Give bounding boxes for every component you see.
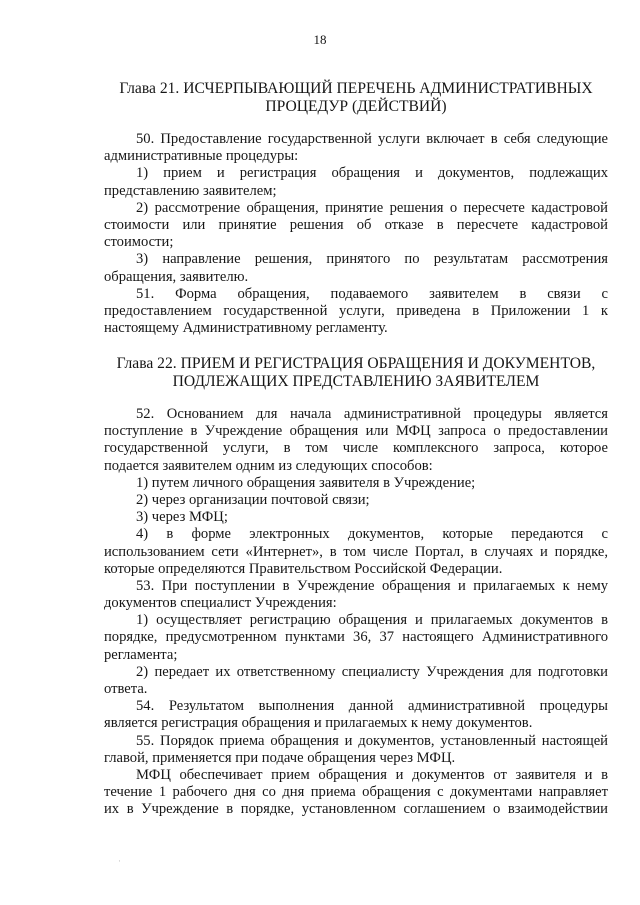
list-item: 2) передает их ответственному специалисту Учреждения для подготовки (136, 663, 608, 680)
chapter-21-heading-line-1: Глава 21. ИСЧЕРПЫВАЮЩИЙ ПЕРЕЧЕНЬ АДМИНИСТРАТИВНЫХ (119, 80, 593, 97)
paragraph-line: регламента; (104, 646, 178, 663)
chapter-22-heading-line-1: Глава 22. ПРИЕМ И РЕГИСТРАЦИЯ ОБРАЩЕНИЯ И ДОКУМЕНТОВ, (116, 355, 596, 372)
paragraph-line: ответа. (104, 681, 148, 697)
chapter-22-heading-line-2: ПОДЛЕЖАЩИХ ПРЕДСТАВЛЕНИЮ ЗАЯВИТЕЛЕМ (172, 373, 540, 390)
chapter-21-body (104, 131, 608, 337)
paragraph-line: документов специалист Учреждения: (104, 595, 337, 612)
list-item: 2) через организации почтовой связи; (136, 491, 370, 508)
paragraph-line: предоставлением государственной услуги, приведена в Приложении 1 к (104, 302, 608, 319)
paragraph-line: 1) прием и регистрация обращения и документов, подлежащих (136, 165, 608, 182)
scan-speck: · (118, 856, 121, 866)
paragraph-line: подается заявителем одним из следующих способов: (104, 457, 433, 474)
paragraph-line: 51. Форма обращения, подаваемого заявителем в связи с (136, 285, 608, 302)
paragraph-line: которые определяются Правительством Российской Федерации. (104, 560, 503, 577)
chapter-22-body (104, 406, 608, 819)
paragraph-line: стоимости; (104, 234, 174, 251)
paragraph-line: представлению заявителем; (104, 182, 277, 199)
chapter-22-heading (104, 355, 608, 391)
paragraph-line: МФЦ обеспечивает прием обращения и документов от заявителя и в (136, 766, 608, 783)
paragraph-line: 53. При поступлении в Учреждение обращения и прилагаемых к нему (136, 577, 608, 594)
paragraph-line: 55. Порядок приема обращения и документов, установленный настоящей (136, 732, 608, 749)
paragraph-line: 52. Основанием для начала административной процедуры является (136, 406, 608, 422)
list-item: 3) через МФЦ; (136, 509, 228, 526)
paragraph-line: государственной услуги, в том числе комплексного запроса, которое (104, 440, 608, 457)
list-item: 1) осуществляет регистрацию обращения и прилагаемых документов в (136, 612, 608, 629)
paragraph-line: обращения, заявителю. (104, 268, 249, 285)
paragraph-line: течение 1 рабочего дня со дня приема обращения с документами направляет (104, 784, 608, 801)
paragraph-line: является регистрация обращения и прилагаемых к нему документов. (104, 715, 533, 732)
chapter-21-heading (104, 80, 608, 116)
paragraph-line: главой, применяется при подаче обращения через МФЦ. (104, 749, 456, 766)
paragraph-line: настоящему Административному регламенту. (104, 320, 388, 337)
page-number: 18 (313, 32, 327, 47)
paragraph-line: порядке, предусмотренном пунктами 36, 37 настоящего Административного (104, 629, 608, 646)
chapter-21-heading-line-2: ПРОЦЕДУР (ДЕЙСТВИЙ) (265, 98, 447, 115)
paragraph-line: использованием сети «Интернет», в том числе Портал, в случаях и порядке, (104, 543, 608, 560)
paragraph-line: 50. Предоставление государственной услуги включает в себя следующие (136, 131, 608, 147)
paragraph-line: 2) рассмотрение обращения, принятие решения о пересчете кадастровой (136, 199, 608, 216)
paragraph-line: их в Учреждение в порядке, установленном соглашением о взаимодействии (104, 801, 608, 818)
list-item: 4) в форме электронных документов, которые передаются с (136, 526, 608, 543)
paragraph-line: стоимости или принятие решения об отказе в пересчете кадастровой (104, 216, 608, 233)
list-item: 1) путем личного обращения заявителя в Учреждение; (136, 474, 476, 491)
paragraph-line: поступление в Учреждение обращения или МФЦ запроса о предоставлении (104, 423, 608, 440)
paragraph-line: 54. Результатом выполнения данной административной процедуры (136, 698, 608, 715)
paragraph-line: административные процедуры: (104, 148, 299, 165)
paragraph-line: 3) направление решения, принятого по результатам рассмотрения (136, 251, 608, 268)
